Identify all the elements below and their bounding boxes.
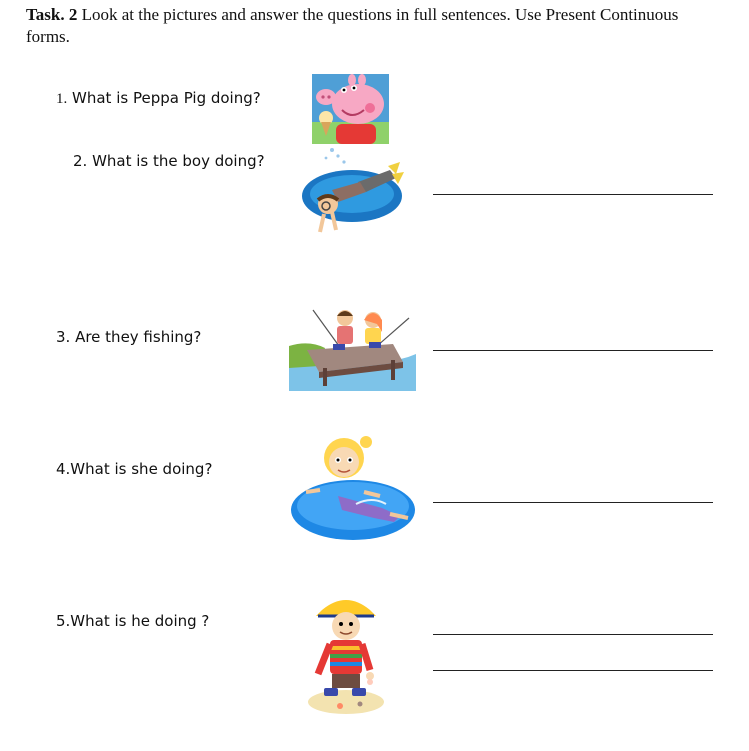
question-1 — [56, 89, 261, 108]
question-1-number: 1. — [56, 91, 68, 107]
task-text: Look at the pictures and answer the questions in full sentences. Use Present Continuous forms. — [26, 5, 679, 46]
task-instructions — [26, 4, 726, 48]
question-4: 4.What is she doing? — [56, 460, 213, 478]
answer-line-2[interactable] — [433, 194, 713, 195]
question-2: 2. What is the boy doing? — [73, 152, 265, 170]
task-label: Task. 2 — [26, 5, 78, 24]
answer-line-3[interactable] — [433, 350, 713, 351]
boy-diving-picture — [296, 144, 406, 236]
peppa-pig-picture — [312, 74, 389, 144]
question-3: 3. Are they fishing? — [56, 328, 202, 346]
answer-line-5b[interactable] — [433, 670, 713, 671]
girl-swimming-picture — [290, 430, 416, 542]
question-1-text: What is Peppa Pig doing? — [67, 89, 261, 107]
children-fishing-picture — [289, 306, 416, 391]
answer-line-4[interactable] — [433, 502, 713, 503]
boy-collecting-shells-picture — [304, 594, 384, 718]
question-5: 5.What is he doing ? — [56, 612, 210, 630]
answer-line-5a[interactable] — [433, 634, 713, 635]
